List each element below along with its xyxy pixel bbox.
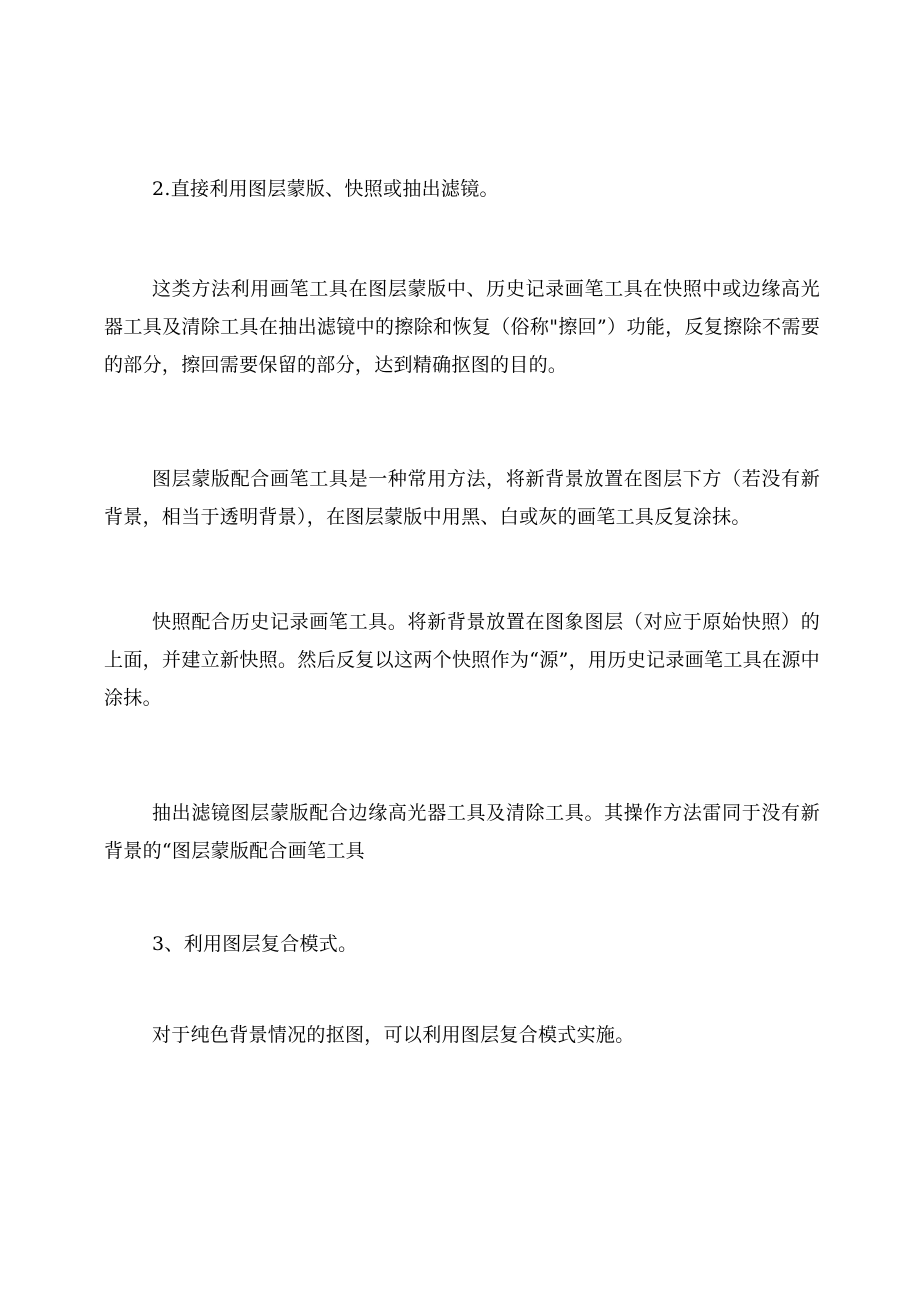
- paragraph-method-overview: 这类方法利用画笔工具在图层蒙版中、历史记录画笔工具在快照中或边缘高光器工具及清除工具在抽出滤镜中的擦除和恢复（俗称"擦回”）功能，反复擦除不需要的部分，擦回需要保留的部分，达到精确抠图的目的。: [104, 278, 820, 376]
- paragraph-snapshot-history-brush: 快照配合历史记录画笔工具。将新背景放置在图象图层（对应于原始快照）的上面，并建立新快照。然后反复以这两个快照作为“源”，用历史记录画笔工具在源中涂抹。: [104, 611, 820, 709]
- paragraph-solid-background: 对于纯色背景情况的抠图，可以利用图层复合模式实施。: [152, 1024, 635, 1046]
- paragraph-extract-filter: 抽出滤镜图层蒙版配合边缘高光器工具及清除工具。其操作方法雷同于没有新背景的“图层蒙版配合画笔工具: [104, 802, 820, 862]
- heading-direct-use-layer-mask: 2.直接利用图层蒙版、快照或抽出滤镜。: [152, 178, 499, 200]
- heading-layer-blend-mode: 3、利用图层复合模式。: [152, 933, 358, 955]
- paragraph-layer-mask-brush: 图层蒙版配合画笔工具是一种常用方法，将新背景放置在图层下方（若没有新背景，相当于透明背景），在图层蒙版中用黑、白或灰的画笔工具反复涂抹。: [104, 468, 820, 528]
